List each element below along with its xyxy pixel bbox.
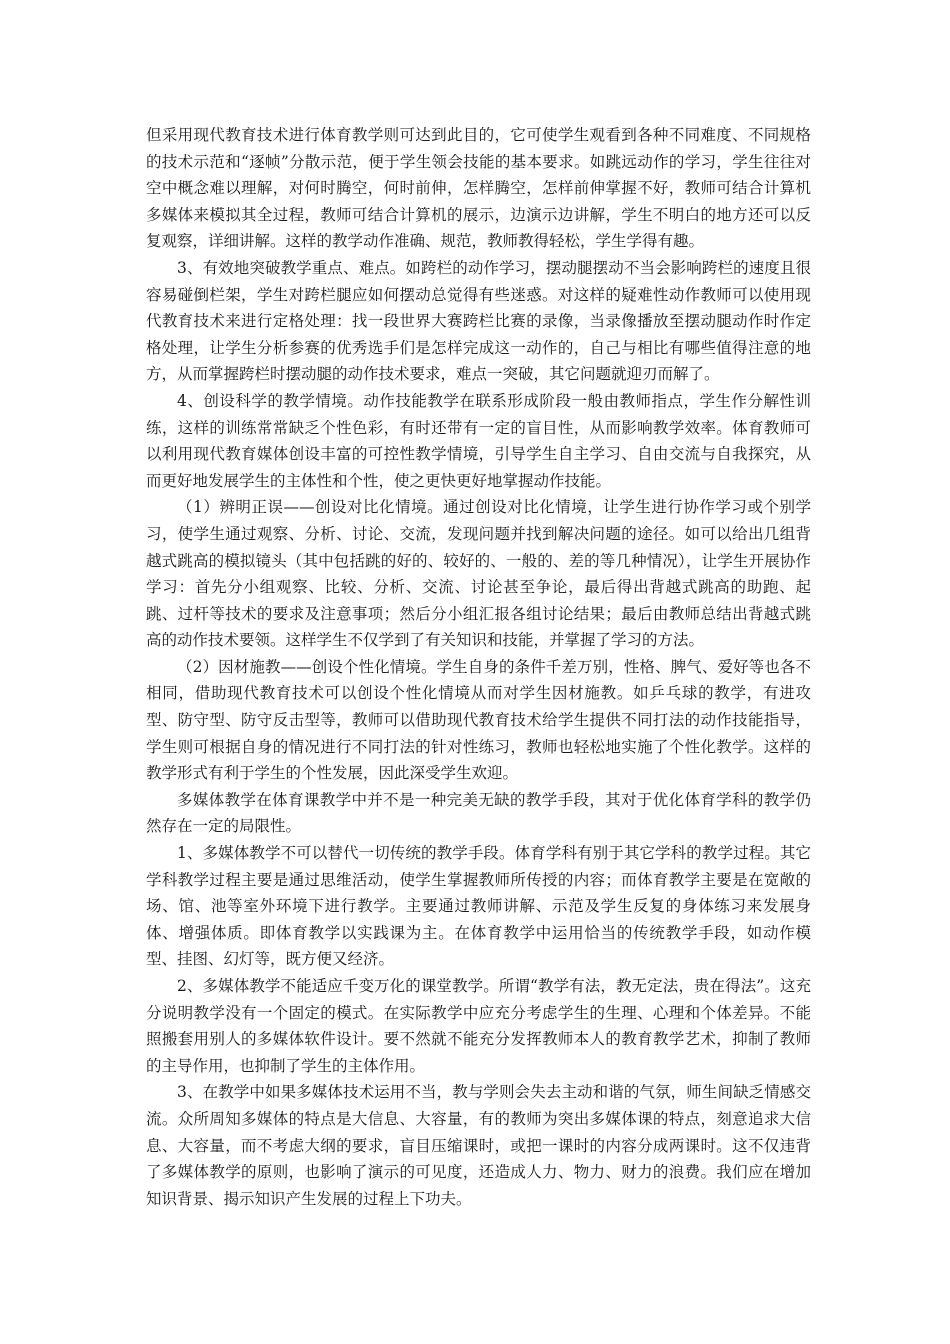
paragraph-point-4: 4、创设科学的教学情境。动作技能教学在联系形成阶段一般由教师指点，学生作分解性训练，这样的训练常常缺乏个性色彩，有时还带有一定的盲目性，从而影响教学效率。体育教师可以利用现代教育媒体创设丰富的可控性教学情境，引导学生自主学习、自由交流与自我探究，从而更好地发展学生的主体性和个性，使之更快更好地掌握动作技能。: [146, 391, 811, 490]
paragraph-continuation: 但采用现代教育技术进行体育教学则可达到此目的，它可使学生观看到各种不同难度、不同规格的技术示范和“逐帧”分散示范，便于学生领会技能的基本要求。如跳远动作的学习，学生往往对空中概念难以理解，对何时腾空，何时前伸，怎样腾空，怎样前伸掌握不好，教师可结合计算机多媒体来模拟其全过程，教师可结合计算机的展示，边演示边讲解，学生不明白的地方还可以反复观察，详细讲解。这样的教学动作准确、规范，教师教得轻松，学生学得有趣。: [146, 126, 811, 251]
paragraph-limitations-intro: 多媒体教学在体育课教学中并不是一种完美无缺的教学手段，其对于优化体育学科的教学仍然存在一定的局限性。: [146, 790, 811, 836]
paragraph-subpoint-2: （2）因材施教——创设个性化情境。学生自身的条件千差万别，性格、脾气、爱好等也各不相同，借助现代教育技术可以创设个性化情境从而对学生因材施教。如乒乓球的教学，有进攻型、防守型、防守反击型等，教师可以借助现代教育技术给学生提供不同打法的动作技能指导，学生则可根据自身的情况进行不同打法的针对性练习，教师也轻松地实施了个性化教学。这样的教学形式有利于学生的个性发展，因此深受学生欢迎。: [146, 657, 811, 783]
document-body: [146, 122, 811, 1212]
paragraph-subpoint-1: （1）辨明正误——创设对比化情境。通过创设对比化情境，让学生进行协作学习或个别学习，使学生通过观察、分析、讨论、交流，发现问题并找到解决问题的途径。如可以给出几组背越式跳高的模拟镜头（其中包括跳的好的、较好的、一般的、差的等几种情况），让学生开展协作学习：首先分小组观察、比较、分析、交流、讨论甚至争论，最后得出背越式跳高的助跑、起跳、过杆等技术的要求及注意事项；然后分小组汇报各组讨论结果；最后由教师总结出背越式跳高的动作技术要领。这样学生不仅学到了有关知识和技能，并掌握了学习的方法。: [146, 498, 811, 650]
paragraph-limitation-3: 3、在教学中如果多媒体技术运用不当，教与学则会失去主动和谐的气氛，师生间缺乏情感交流。众所周知多媒体的特点是大信息、大容量，有的教师为突出多媒体课的特点，刻意追求大信息、大容量，而不考虑大纲的要求，盲目压缩课时，或把一课时的内容分成两课时。这不仅违背了多媒体教学的原则，也影响了演示的可见度，还造成人力、物力、财力的浪费。我们应在增加知识背景、揭示知识产生发展的过程上下功夫。: [146, 1083, 811, 1208]
paragraph-limitation-2: 2、多媒体教学不能适应千变万化的课堂教学。所谓“教学有法，教无定法，贵在得法”。这充分说明教学没有一个固定的模式。在实际教学中应充分考虑学生的生理、心理和个体差异。不能照搬套用别人的多媒体软件设计。要不然就不能充分发挥教师本人的教育教学艺术，抑制了教师的主导作用，也抑制了学生的主体作用。: [146, 977, 811, 1075]
paragraph-point-3: 3、有效地突破教学重点、难点。如跨栏的动作学习，摆动腿摆动不当会影响跨栏的速度且很容易碰倒栏架，学生对跨栏腿应如何摆动总觉得有些迷惑。对这样的疑难性动作教师可以使用现代教育技术来进行定格处理：找一段世界大赛跨栏比赛的录像，当录像播放至摆动腿动作时作定格处理，让学生分析参赛的优秀选手们是怎样完成这一动作的，自己与相比有哪些值得注意的地方，从而掌握跨栏时摆动腿的动作技术要求，难点一突破，其它问题就迎刃而解了。: [146, 258, 811, 384]
paragraph-limitation-1: 1、多媒体教学不可以替代一切传统的教学手段。体育学科有别于其它学科的教学过程。其它学科教学过程主要是通过思维活动，使学生掌握教师所传授的内容；而体育教学主要是在宽敞的场、馆、池等室外环境下进行教学。主要通过教师讲解、示范及学生反复的身体练习来发展身体、增强体质。即体育教学以实践课为主。在体育教学中运用恰当的传统教学手段，如动作模型、挂图、幻灯等，既方便又经济。: [146, 844, 811, 969]
